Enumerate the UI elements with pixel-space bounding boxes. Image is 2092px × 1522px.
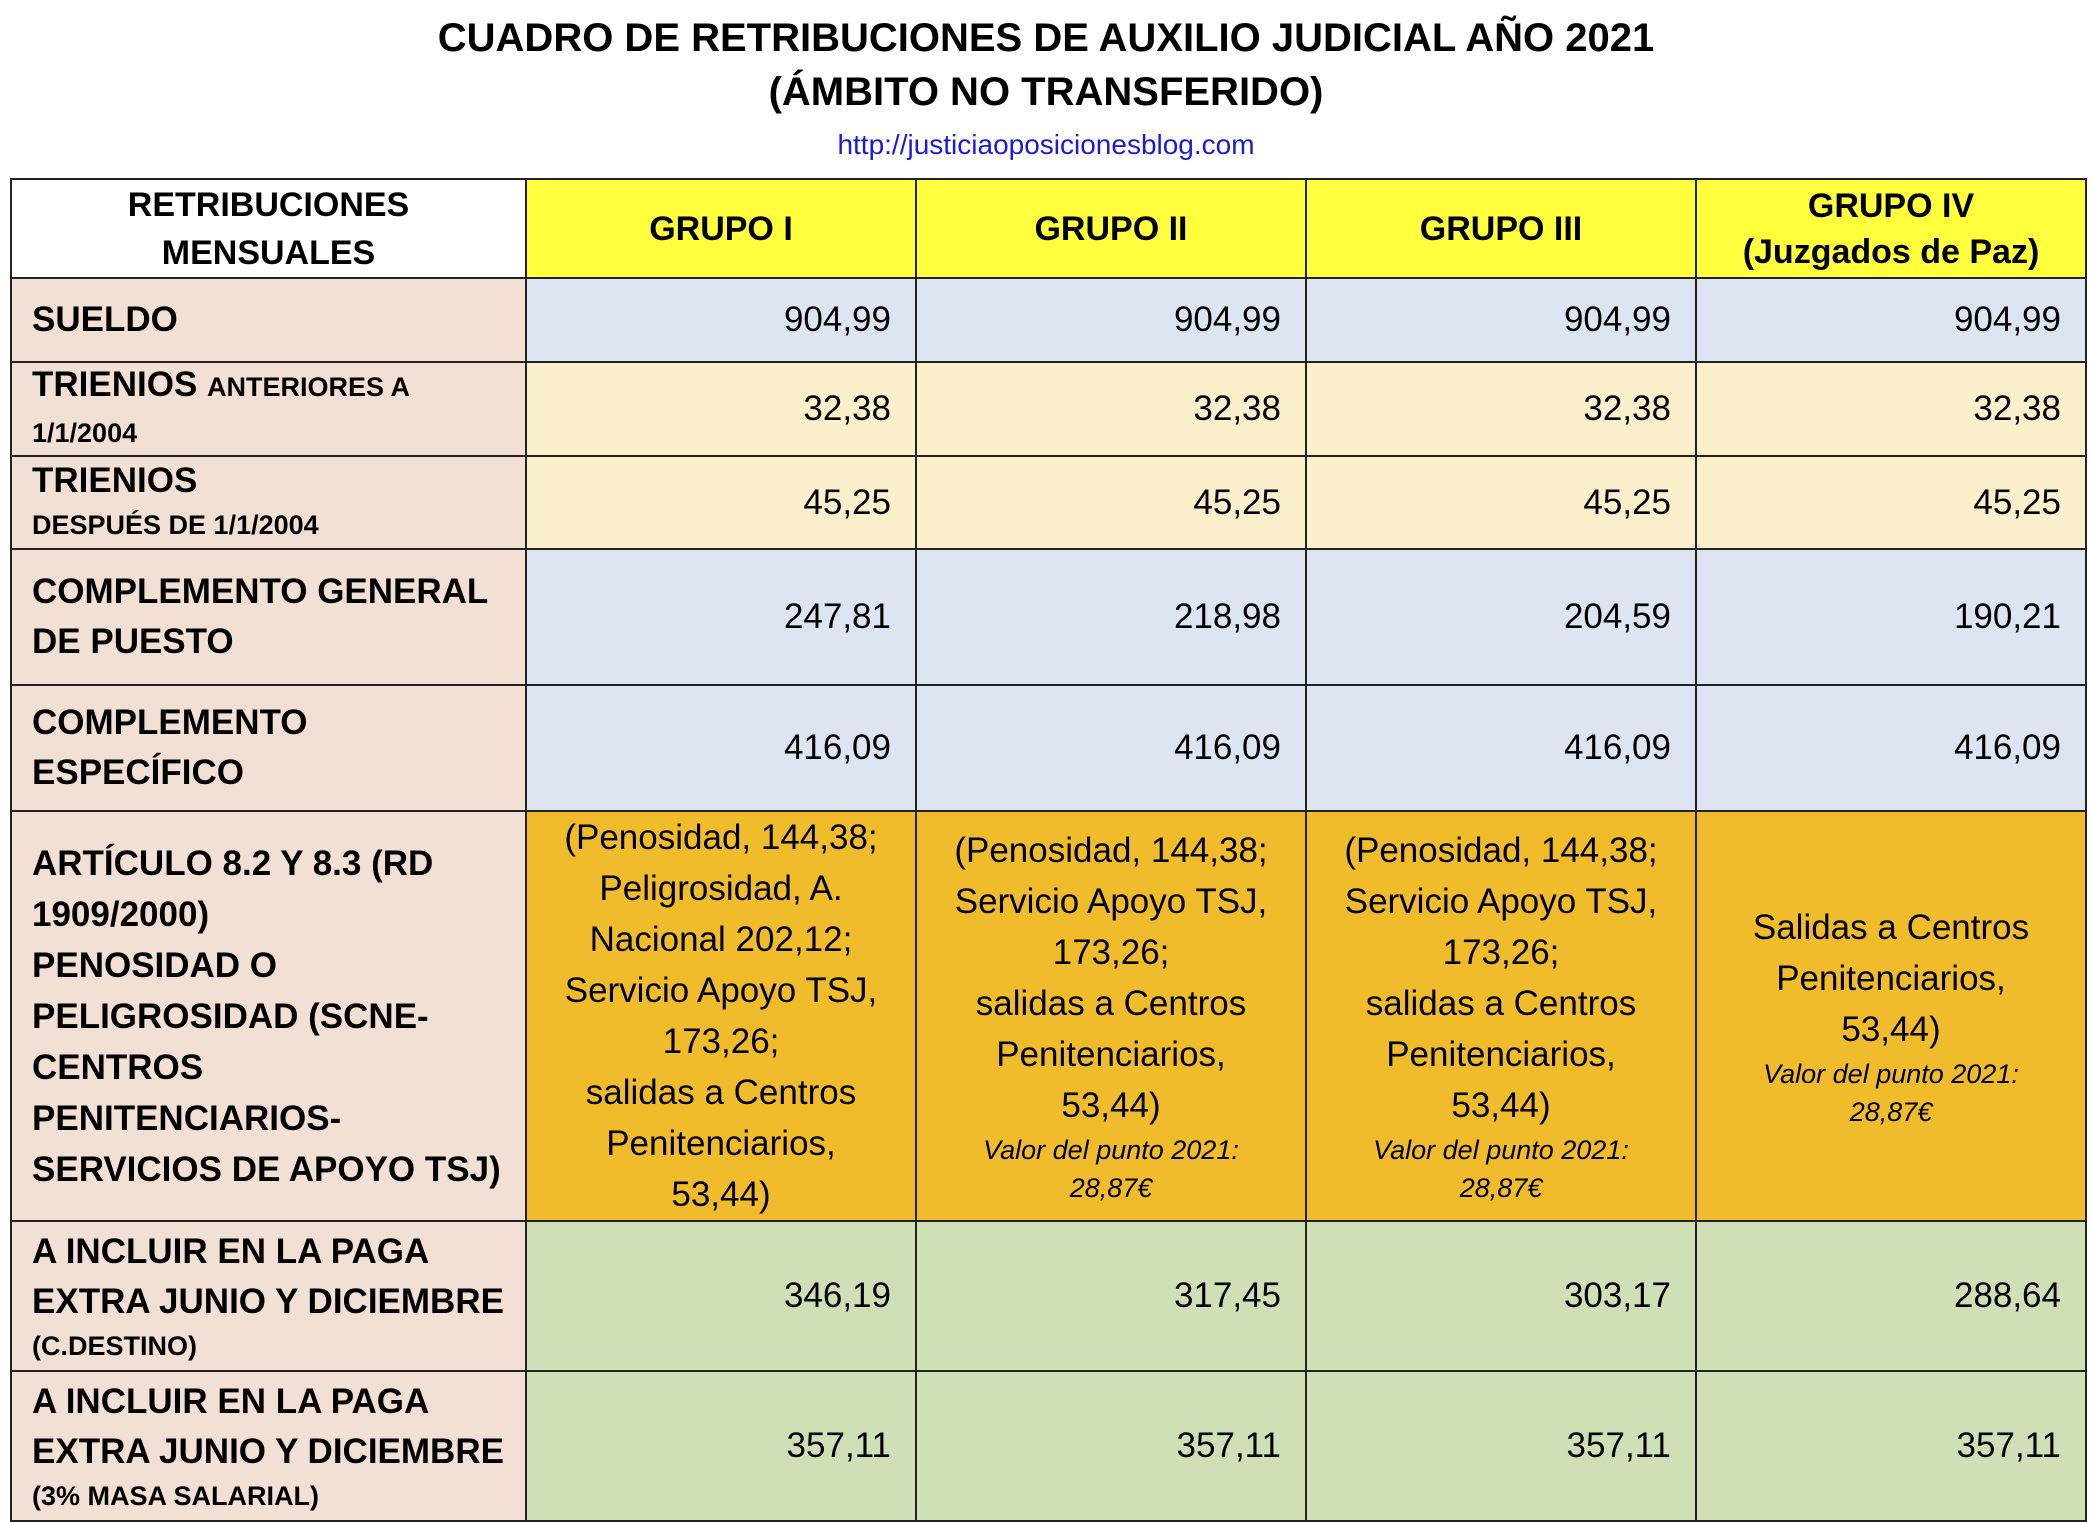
- label-line: ARTÍCULO 8.2 Y 8.3 (RD: [32, 843, 434, 883]
- articulo-cell-g1: [526, 811, 916, 1221]
- value-cell: 904,99: [1696, 278, 2086, 362]
- text-line: 173,26;: [1052, 933, 1170, 972]
- value-cell: 218,98: [916, 549, 1306, 685]
- value-cell: 45,25: [916, 456, 1306, 549]
- text-line: 53,44): [1841, 1009, 1941, 1049]
- value-cell: 357,11: [916, 1371, 1306, 1521]
- text-line: (Penosidad, 144,38;: [564, 818, 878, 857]
- row-label-trienios-despues: [11, 456, 526, 549]
- punto-value-note: Valor del punto 2021:: [1763, 1058, 2019, 1089]
- value-cell: 45,25: [526, 456, 916, 549]
- text-line: (Penosidad, 144,38;: [954, 831, 1268, 870]
- value-cell: 32,38: [916, 362, 1306, 456]
- label-line2: EXTRA JUNIO Y DICIEMBRE: [32, 1282, 504, 1321]
- corner-header-line1: RETRIBUCIONES: [127, 185, 410, 224]
- label-small: DESPUÉS DE 1/1/2004: [32, 509, 319, 540]
- value-cell: 416,09: [916, 685, 1306, 811]
- value-cell: 357,11: [1696, 1371, 2086, 1521]
- text-line: 173,26;: [1442, 933, 1560, 972]
- text-line: Salidas a Centros: [1752, 907, 2030, 947]
- group-4-header: [1696, 179, 2086, 278]
- label-line2: ESPECÍFICO: [32, 753, 244, 792]
- value-cell: 416,09: [1306, 685, 1696, 811]
- punto-value-note: Valor del punto 2021:: [983, 1135, 1239, 1165]
- label-line1: A INCLUIR EN LA PAGA: [32, 1382, 430, 1421]
- value-cell: 45,25: [1696, 456, 2086, 549]
- label-line: PENITENCIARIOS-: [32, 1098, 342, 1138]
- label-small: ANTERIORES A 1/1/2004: [32, 372, 410, 448]
- text-line: 53,44): [671, 1175, 771, 1214]
- row-label-sueldo: SUELDO: [11, 278, 526, 362]
- corner-header: [11, 179, 526, 278]
- text-line: Nacional 202,12;: [589, 920, 853, 959]
- label-line: PELIGROSIDAD (SCNE-: [32, 996, 429, 1036]
- text-line: Penitenciarios,: [1386, 1035, 1616, 1074]
- group-4-header-line2: (Juzgados de Paz): [1742, 232, 2040, 271]
- punto-value-amount: 28,87€: [1069, 1173, 1153, 1203]
- corner-header-line2: MENSUALES: [161, 233, 376, 272]
- text-line: salidas a Centros: [1365, 984, 1637, 1023]
- table-row-extra-masa: [11, 1371, 2086, 1521]
- value-cell: 904,99: [1306, 278, 1696, 362]
- group-3-header: GRUPO III: [1306, 179, 1696, 278]
- articulo-cell-g2: [916, 811, 1306, 1221]
- label-line1: COMPLEMENTO GENERAL: [32, 572, 489, 611]
- label-small: (C.DESTINO): [32, 1331, 197, 1361]
- table-row-extra-cdestino: [11, 1221, 2086, 1371]
- table-row-articulo: [11, 811, 2086, 1221]
- page-subtitle: (ÁMBITO NO TRANSFERIDO): [768, 70, 1324, 114]
- text-line: 173,26;: [662, 1022, 780, 1061]
- row-label-complemento-general: [11, 549, 526, 685]
- label-line1: COMPLEMENTO: [32, 703, 308, 742]
- text-line: Servicio Apoyo TSJ,: [1344, 882, 1658, 921]
- value-cell: 357,11: [1306, 1371, 1696, 1521]
- value-cell: 904,99: [916, 278, 1306, 362]
- header-row: [11, 179, 2086, 278]
- label-line: 1909/2000): [32, 894, 210, 934]
- text-line: salidas a Centros: [585, 1073, 857, 1112]
- text-line: 53,44): [1451, 1086, 1551, 1125]
- group-1-header: GRUPO I: [526, 179, 916, 278]
- value-cell: 416,09: [526, 685, 916, 811]
- salary-table: [10, 178, 2087, 1522]
- label-line: CENTROS: [32, 1047, 204, 1087]
- text-line: Penitenciarios,: [606, 1124, 836, 1163]
- label-main: TRIENIOS: [32, 365, 198, 404]
- label-line1: A INCLUIR EN LA PAGA: [32, 1232, 430, 1271]
- label-line: SERVICIOS DE APOYO TSJ): [32, 1149, 501, 1189]
- label-small: (3% MASA SALARIAL): [32, 1481, 319, 1511]
- text-line: (Penosidad, 144,38;: [1344, 831, 1658, 870]
- text-line: Penitenciarios,: [996, 1035, 1226, 1074]
- label-line2: EXTRA JUNIO Y DICIEMBRE: [32, 1432, 504, 1471]
- punto-value-amount: 28,87€: [1849, 1096, 1933, 1127]
- value-cell: 247,81: [526, 549, 916, 685]
- articulo-cell-g3: [1306, 811, 1696, 1221]
- articulo-cell-g4: [1696, 811, 2086, 1221]
- row-label-trienios-anteriores: [11, 362, 526, 456]
- punto-value-amount: 28,87€: [1459, 1173, 1543, 1203]
- value-cell: 190,21: [1696, 549, 2086, 685]
- value-cell: 32,38: [1696, 362, 2086, 456]
- label-line: PENOSIDAD O: [32, 945, 278, 985]
- table-row-sueldo: [11, 278, 2086, 362]
- label-line2: DE PUESTO: [32, 622, 234, 661]
- page-title: CUADRO DE RETRIBUCIONES DE AUXILIO JUDICIAL AÑO 2021: [437, 16, 1655, 60]
- row-label-articulo: [11, 811, 526, 1221]
- row-label-extra-masa: [11, 1371, 526, 1521]
- text-line: Penitenciarios,: [1776, 958, 2006, 998]
- value-cell: 288,64: [1696, 1221, 2086, 1371]
- text-line: salidas a Centros: [975, 984, 1247, 1023]
- text-line: 53,44): [1061, 1086, 1161, 1125]
- label-main: TRIENIOS: [32, 460, 198, 500]
- row-label-extra-cdestino: [11, 1221, 526, 1371]
- value-cell: 346,19: [526, 1221, 916, 1371]
- group-4-header-line1: GRUPO IV: [1807, 186, 1975, 225]
- value-cell: 317,45: [916, 1221, 1306, 1371]
- text-line: Servicio Apoyo TSJ,: [954, 882, 1268, 921]
- blog-link[interactable]: http://justiciaoposicionesblog.com: [837, 129, 1255, 160]
- value-cell: 357,11: [526, 1371, 916, 1521]
- table-row-trienios-despues: [11, 456, 2086, 549]
- table-row-complemento-especifico: [11, 685, 2086, 811]
- table-row-complemento-general: [11, 549, 2086, 685]
- punto-value-note: Valor del punto 2021:: [1373, 1135, 1629, 1165]
- value-cell: 45,25: [1306, 456, 1696, 549]
- value-cell: 904,99: [526, 278, 916, 362]
- value-cell: 32,38: [526, 362, 916, 456]
- text-line: Peligrosidad, A.: [599, 869, 843, 908]
- value-cell: 204,59: [1306, 549, 1696, 685]
- text-line: Servicio Apoyo TSJ,: [564, 971, 878, 1010]
- value-cell: 32,38: [1306, 362, 1696, 456]
- value-cell: 303,17: [1306, 1221, 1696, 1371]
- group-2-header: GRUPO II: [916, 179, 1306, 278]
- row-label-complemento-especifico: [11, 685, 526, 811]
- table-row-trienios-anteriores: [11, 362, 2086, 456]
- value-cell: 416,09: [1696, 685, 2086, 811]
